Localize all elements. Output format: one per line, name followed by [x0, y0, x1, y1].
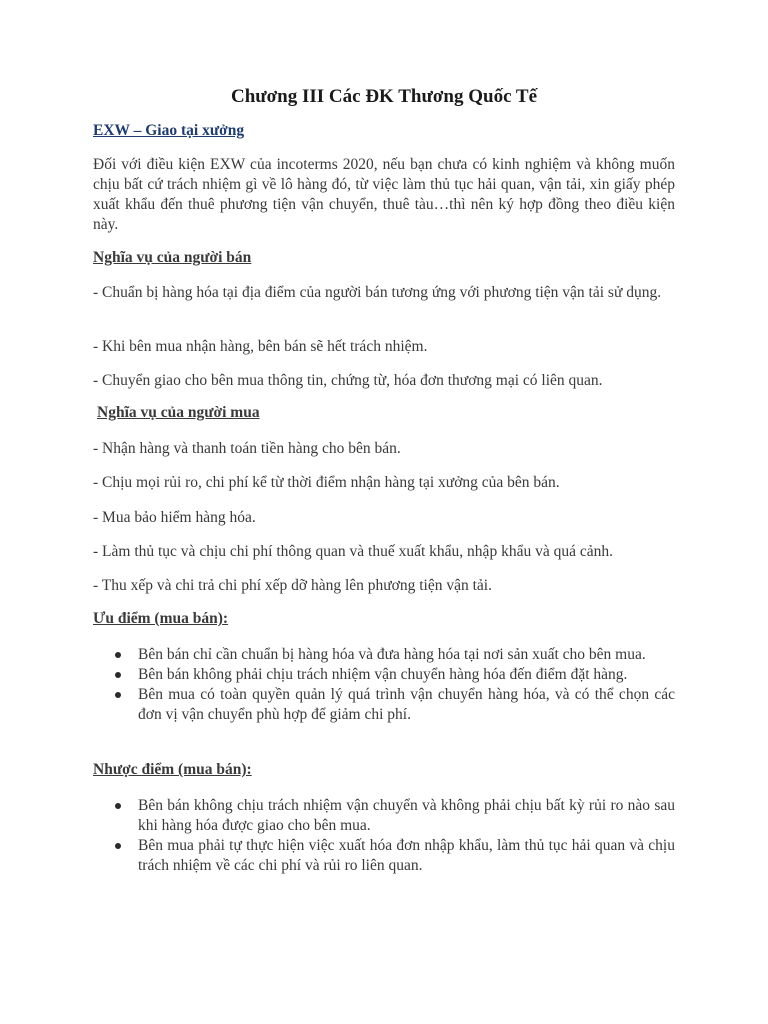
seller-item: - Chuyển giao cho bên mua thông tin, chứng từ, hóa đơn thương mại có liên quan. — [93, 372, 603, 389]
bullet-icon — [115, 672, 121, 678]
cons-list — [93, 796, 675, 876]
bullet-icon — [115, 692, 121, 698]
buyer-item: - Chịu mọi rủi ro, chi phí kể từ thời điểm nhận hàng tại xưởng của bên bán. — [93, 474, 560, 491]
seller-item: - Chuẩn bị hàng hóa tại địa điểm của người bán tương ứng với phương tiện vận tải sử dụng. — [93, 284, 662, 301]
bullet-icon — [115, 843, 121, 849]
pros-heading: Ưu điểm (mua bán): — [93, 610, 229, 627]
buyer-item: - Thu xếp và chi trả chi phí xếp dỡ hàng lên phương tiện vận tải. — [93, 577, 492, 594]
list-item-text: Bên bán không phải chịu trách nhiệm vận chuyển hàng hóa đến điểm đặt hàng. — [138, 666, 628, 683]
bullet-icon — [115, 652, 121, 658]
buyer-item: - Mua bảo hiểm hàng hóa. — [93, 509, 256, 526]
page-title: Chương III Các ĐK Thương Quốc Tế — [230, 86, 538, 107]
buyer-item: - Làm thủ tục và chịu chi phí thông quan và thuế xuất khẩu, nhập khẩu và quá cảnh. — [93, 543, 613, 560]
bullet-icon — [115, 803, 121, 809]
list-item — [93, 665, 675, 685]
intro-paragraph: Đối với điều kiện EXW của incoterms 2020, nếu bạn chưa có kinh nghiệm và không muốn chịu bất cứ trách nhiệm gì về lô hàng đó, từ việc làm thủ tục hải quan, vận tải, xin giấy phép xuất khẩu đến thuê phương tiện vận chuyển, thuê tàu…thì nên ký hợp đồng theo điều kiện này. — [93, 156, 675, 233]
list-item — [93, 836, 675, 876]
list-item-text: Bên bán chỉ cần chuẩn bị hàng hóa và đưa hàng hóa tại nơi sản xuất cho bên mua. — [138, 646, 646, 663]
section-title-exw[interactable]: EXW – Giao tại xưởng — [93, 122, 245, 139]
buyer-obligations-heading: Nghĩa vụ của người mua — [97, 404, 260, 421]
list-item — [93, 645, 675, 665]
list-item — [93, 685, 675, 725]
list-item-text: Bên bán không chịu trách nhiệm vận chuyển và không phải chịu bất kỳ rủi ro nào sau khi hàng hóa được giao cho bên mua. — [138, 797, 675, 834]
seller-obligations-heading: Nghĩa vụ của người bán — [93, 249, 252, 266]
buyer-item: - Nhận hàng và thanh toán tiền hàng cho bên bán. — [93, 440, 401, 457]
list-item — [93, 796, 675, 836]
pros-list — [93, 645, 675, 725]
list-item-text: Bên mua phải tự thực hiện việc xuất hóa đơn nhập khẩu, làm thủ tục hải quan và chịu trách nhiệm về các chi phí và rủi ro liên quan. — [138, 837, 675, 874]
cons-heading: Nhược điểm (mua bán): — [93, 761, 252, 778]
seller-item: - Khi bên mua nhận hàng, bên bán sẽ hết trách nhiệm. — [93, 338, 428, 355]
list-item-text: Bên mua có toàn quyền quản lý quá trình vận chuyển hàng hóa, và có thể chọn các đơn vị vận chuyển phù hợp để giảm chi phí. — [138, 686, 675, 723]
